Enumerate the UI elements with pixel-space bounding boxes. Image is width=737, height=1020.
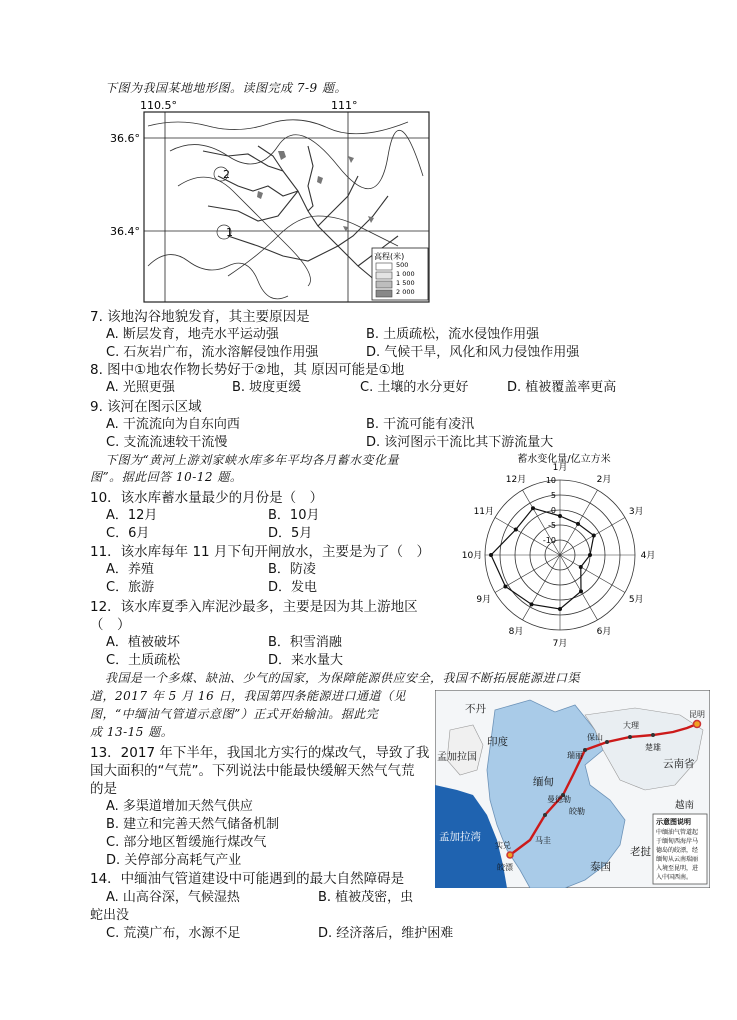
legend-value-500: 500 — [396, 261, 409, 269]
q11-option-c: C．旅游 — [106, 580, 155, 595]
lat-bottom-label: 36.4° — [110, 225, 140, 238]
q9-option-a: A. 干流流向为自东向西 — [106, 417, 240, 432]
label-laos: 老挝 — [630, 846, 651, 858]
legend-value-1000: 1 000 — [396, 270, 415, 278]
radar-data-point — [579, 589, 583, 593]
q10-option-a: A．12月 — [106, 508, 158, 523]
intro-text-7-9: 下图为我国某地地形图。读图完成 7-9 题。 — [105, 81, 347, 95]
radar-data-point — [514, 528, 518, 532]
note-line-6: 入中国西南。 — [656, 874, 693, 881]
label-bangladesh: 孟加拉国 — [437, 752, 477, 763]
q8-option-d: D. 植被覆盖率更高 — [507, 380, 617, 395]
label-bhutan: 不丹 — [465, 703, 486, 715]
note-title: 示意图说明 — [656, 818, 691, 826]
legend-value-1500: 1 500 — [396, 279, 415, 287]
q9-option-d: D. 该河图示干流比其下游流量大 — [366, 435, 554, 450]
radar-data-point — [503, 585, 507, 589]
label-bay-of-bengal: 孟加拉湾 — [439, 831, 481, 843]
radar-data-point — [558, 607, 562, 611]
q10-option-d: D．5月 — [268, 526, 313, 541]
label-vietnam: 越南 — [675, 800, 695, 811]
note-line-3: 德岛的皎漂，经 — [656, 847, 699, 854]
q13-option-b: B. 建立和完善天然气储备机制 — [106, 817, 280, 832]
q12-option-d: D．来水量大 — [268, 653, 344, 668]
question-8-stem: 8. 图中①地农作物长势好于②地，其 原因可能是①地 — [90, 362, 405, 378]
radar-title: 蓄水变化量/亿立方米 — [517, 454, 611, 465]
q14-option-d: D. 经济落后，维护困难 — [318, 926, 454, 941]
question-13-line2: 国大面积的“气荒”。下列说法中能最快缓解天然气气荒 — [90, 763, 415, 779]
radar-tick-label: -5 — [548, 521, 556, 530]
intro-text-10-12-line2: 图”。据此回答 10-12 题。 — [90, 470, 243, 484]
radar-spoke — [560, 555, 598, 620]
label-mandalay: 曼德勒 — [547, 795, 571, 804]
question-13-line3: 的是 — [90, 781, 117, 797]
elevation-legend — [372, 248, 428, 300]
radar-data-point — [588, 553, 592, 557]
water-storage-radar-chart — [440, 450, 670, 650]
intro-text-13-15-line4: 成 13-15 题。 — [90, 725, 174, 739]
label-chuxiong: 楚雄 — [645, 743, 661, 752]
radar-data-point — [530, 602, 534, 606]
radar-month-label: 1月 — [552, 463, 568, 473]
q13-option-d: D. 关停部分高耗气产业 — [106, 853, 242, 868]
q9-option-c: C. 支流流速较干流慢 — [106, 435, 228, 450]
radar-month-label: 11月 — [473, 507, 495, 517]
label-myanmar: 缅甸 — [533, 776, 554, 788]
q12-option-b: B．积雪消融 — [268, 635, 342, 650]
radar-spoke — [523, 555, 561, 620]
radar-data-point — [489, 553, 493, 557]
note-line-4: 缅甸从云南瑞丽 — [656, 856, 699, 863]
q13-option-c: C. 部分地区暂缓施行煤改气 — [106, 835, 267, 850]
question-12-stem: 12．该水库夏季入库泥沙最多，主要是因为其上游地区 — [90, 599, 418, 615]
radar-month-label: 10月 — [461, 551, 483, 561]
q12-option-a: A．植被破坏 — [106, 635, 180, 650]
q7-option-b: B. 土质疏松，流水侵蚀作用强 — [366, 327, 540, 342]
question-13-line1: 13．2017 年下半年，我国北方实行的煤改气，导致了我 — [90, 745, 430, 761]
intro-text-13-15-line3: 图，“中缅油气管道示意图”）正式开始输油。据此完 — [90, 707, 379, 721]
radar-month-label: 6月 — [596, 627, 612, 638]
q8-option-c: C. 土壤的水分更好 — [360, 380, 469, 395]
q14-option-a: A. 山高谷深，气候湿热 — [106, 890, 240, 905]
radar-month-label: 3月 — [628, 507, 644, 517]
question-9-stem: 9. 该河在图示区域 — [90, 399, 202, 415]
q14-option-c: C. 荒漠广布，水源不足 — [106, 926, 241, 941]
q8-option-b: B. 坡度更缓 — [232, 380, 302, 395]
label-kyaukphyu: 皎漂 — [497, 863, 513, 872]
label-yunnan: 云南省 — [663, 758, 695, 770]
label-kunming: 昆明 — [689, 710, 705, 719]
question-14-stem: 14．中缅油气管道建设中可能遇到的最大自然障碍是 — [90, 871, 405, 887]
radar-data-point — [576, 522, 580, 526]
label-india: 印度 — [487, 736, 508, 748]
intro-text-13-15-line2: 道，2017 年 5 月 16 日，我国第四条能源进口通道（见 — [90, 689, 407, 703]
radar-month-label: 2月 — [596, 474, 612, 485]
radar-spoke — [560, 555, 625, 593]
q7-option-c: C. 石灰岩广布，流水溶解侵蚀作用强 — [106, 345, 319, 360]
q7-option-a: A. 断层发育，地壳水平运动强 — [106, 327, 279, 342]
q9-option-b: B. 干流可能有凌汛 — [366, 417, 475, 432]
q14-option-b-part1: B. 植被茂密，虫 — [318, 890, 414, 905]
label-gongwei: 皎勒 — [569, 807, 585, 816]
q10-option-c: C．6月 — [106, 526, 150, 541]
radar-data-point — [592, 534, 596, 538]
site-2-label: 2 — [223, 168, 230, 181]
radar-month-label: 5月 — [628, 595, 644, 605]
lat-top-label: 36.6° — [110, 132, 140, 145]
label-magway: 马圭 — [535, 836, 551, 845]
q11-option-a: A．养殖 — [106, 562, 154, 577]
intro-text-10-12-line1: 下图为“黄河上游刘家峡水库多年平均各月蓄水变化量 — [105, 453, 400, 467]
radar-month-label: 12月 — [505, 474, 527, 485]
note-line-5: 入境至昆明，进 — [656, 865, 699, 872]
note-line-2: 于缅甸西海岸马 — [656, 838, 699, 845]
question-7-stem: 7. 该地沟谷地貌发育，其主要原因是 — [90, 309, 310, 325]
lon-right-label: 111° — [331, 99, 358, 112]
radar-data-point — [531, 506, 535, 510]
label-ruili: 瑞丽 — [567, 751, 583, 760]
radar-month-label: 7月 — [552, 639, 568, 649]
topographic-map — [108, 96, 438, 306]
radar-tick-label: 0 — [550, 506, 556, 515]
legend-value-2000: 2 000 — [396, 288, 415, 296]
radar-month-label: 9月 — [476, 595, 492, 605]
q11-option-d: D．发电 — [268, 580, 318, 595]
question-11-stem: 11．该水库每年 11 月下旬开闸放水，主要是为了（ ） — [90, 544, 430, 560]
radar-tick-label: 10 — [545, 476, 556, 485]
legend-title: 高程(米) — [374, 252, 405, 261]
q14-option-b-part2: 蛇出没 — [90, 908, 130, 923]
label-thailand: 泰国 — [590, 861, 611, 873]
radar-data-point — [558, 514, 562, 518]
lon-left-label: 110.5° — [140, 99, 177, 112]
note-line-1: 中缅油气管道起 — [656, 829, 699, 836]
question-10-stem: 10．该水库蓄水量最少的月份是（ ） — [90, 490, 324, 506]
q7-option-d: D. 气候干旱，风化和风力侵蚀作用强 — [366, 345, 580, 360]
q10-option-b: B．10月 — [268, 508, 320, 523]
q11-option-b: B．防凌 — [268, 562, 316, 577]
map-note-box — [653, 814, 707, 884]
q13-option-a: A. 多渠道增加天然气供应 — [106, 799, 253, 814]
radar-tick-label: 5 — [550, 491, 556, 500]
q8-option-a: A. 光照更强 — [106, 380, 175, 395]
label-baoshan: 保山 — [587, 733, 603, 742]
intro-text-13-15-line1: 我国是一个多煤、缺油、少气的国家，为保障能源供应安全，我国不断拓展能源进口渠 — [105, 671, 581, 685]
site-1-label: 1 — [226, 226, 233, 239]
label-sittwe: 实兑 — [495, 841, 511, 850]
china-myanmar-pipeline-map — [435, 690, 710, 888]
radar-month-label: 8月 — [508, 627, 524, 638]
q12-option-c: C．土质疏松 — [106, 653, 181, 668]
radar-data-point — [579, 565, 583, 569]
radar-month-label: 4月 — [640, 551, 656, 561]
question-12-paren: （ ） — [90, 617, 131, 633]
radar-tick-label: -10 — [542, 536, 556, 545]
label-dali: 大理 — [623, 721, 639, 730]
